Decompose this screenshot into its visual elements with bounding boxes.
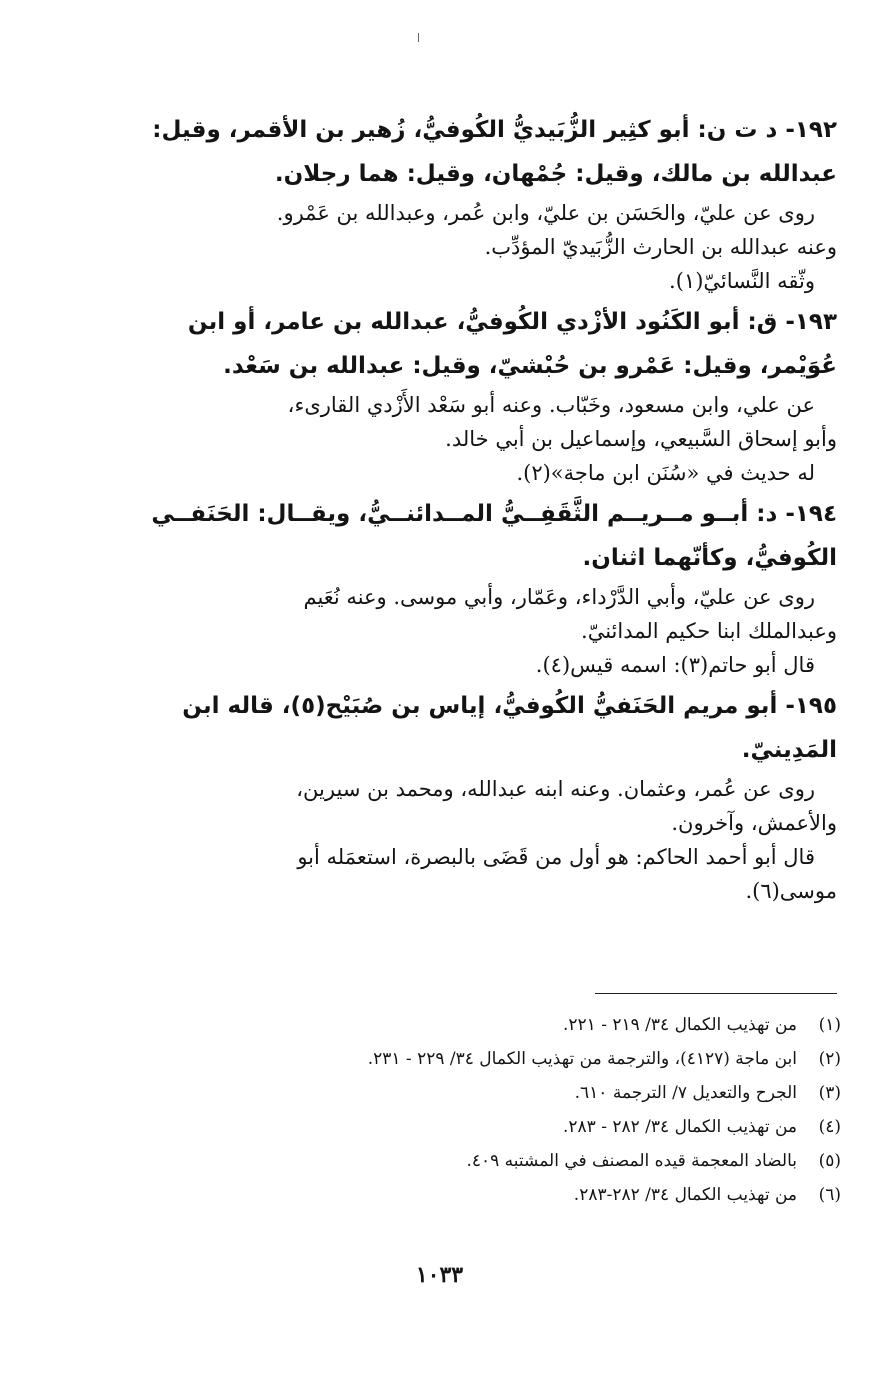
footnote-text: الجرح والتعديل ٧/ الترجمة ٦١٠. [574,1083,797,1103]
entry-body-line: روى عن عُمر، وعثمان. وعنه ابنه عبدالله، ومحمد بن سيرين، [296,777,815,801]
entry-body-line: قال أبو حاتم(٣): اسمه قيس(٤). [535,653,815,677]
footnote-item [150,1110,841,1144]
footnotes [150,1008,841,1212]
entry-heading-line: المَدِينيّ. [741,737,837,763]
page-number: ١٠٣٣ [415,1262,464,1288]
footnote-item [150,1144,841,1178]
entry-heading-line: الكُوفيُّ، وكأنّهما اثنان. [582,545,837,571]
entry-heading-line: ١٩٤- د: أبــو مــريــم الثَّقَفِــيُّ المــدائنــيُّ، ويقــال: الحَنَفــي [151,501,837,527]
footnote-text: ابن ماجة (٤١٢٧)، والترجمة من تهذيب الكمال ٣٤/ ٢٢٩ - ٢٣١. [367,1049,797,1069]
scan-mark [418,33,419,42]
entry-194 [130,492,837,682]
footnote-number: (٤) [818,1117,841,1137]
footnote-number: (٥) [818,1151,841,1171]
entry-193 [130,300,837,490]
entry-heading-line: عُوَيْمر، وقيل: عَمْرو بن حُبْشيّ، وقيل: عبدالله بن سَعْد. [223,353,837,379]
footnote-divider [595,993,837,994]
footnote-text: بالضاد المعجمة قيده المصنف في المشتبه ٤٠٩. [466,1151,797,1171]
footnote-number: (٦) [818,1185,841,1205]
footnote-number: (٢) [818,1049,841,1069]
entry-body-line: وعبدالملك ابنا حكيم المدائنيّ. [581,619,837,643]
footnote-text: من تهذيب الكمال ٣٤/ ٢٨٢-٢٨٣. [573,1185,797,1205]
entry-body-line: وعنه عبدالله بن الحارث الزُّبَيديّ المؤدِّب. [484,235,837,259]
footnote-text: من تهذيب الكمال ٣٤/ ٢١٩ - ٢٢١. [562,1015,797,1035]
entry-body-line: وأبو إسحاق السَّبيعي، وإسماعيل بن أبي خالد. [445,427,837,451]
entry-body-line: والأعمش، وآخرون. [671,811,837,835]
footnote-number: (١) [818,1015,841,1035]
entry-body-line: قال أبو أحمد الحاكم: هو أول من قَضَى بالبصرة، استعمَله أبو [297,845,815,869]
footnote-number: (٣) [818,1083,841,1103]
entry-body-line: روى عن عليّ، وأبي الدَّرْداء، وعَمّار، وأبي موسى. وعنه نُعَيم [303,585,815,609]
entry-body-line: روى عن عليّ، والحَسَن بن عليّ، وابن عُمر، وعبدالله بن عَمْرو. [276,201,815,225]
entry-heading-line: ١٩٥- أبو مريم الحَنَفيُّ الكُوفيُّ، إياس بن صُبَيْح(٥)، قاله ابن [182,693,837,719]
entry-heading-line: ١٩٢- د ت ن: أبو كثِير الزُّبَيديُّ الكُوفيُّ، زُهير بن الأقمر، وقيل: [152,117,837,143]
footnote-item [150,1008,841,1042]
entry-body-line: وثّقه النَّسائيّ(١). [669,269,815,293]
entry-heading-line: ١٩٣- ق: أبو الكَنُود الأزْدي الكُوفيُّ، عبدالله بن عامر، أو ابن [187,309,837,335]
footnote-item [150,1076,841,1110]
footnote-item [150,1042,841,1076]
entry-192 [130,108,837,298]
footnote-text: من تهذيب الكمال ٣٤/ ٢٨٢ - ٢٨٣. [562,1117,797,1137]
entry-body-line: موسى(٦). [745,879,837,903]
footnote-item [150,1178,841,1212]
entry-body-line: عن علي، وابن مسعود، وخَبّاب. وعنه أبو سَعْد الأَزْدي القارىء، [287,393,815,417]
entry-body-line: له حديث في «سُنَن ابن ماجة»(٢). [516,461,815,485]
main-text [130,108,837,910]
entry-195 [130,684,837,908]
entry-heading-line: عبدالله بن مالك، وقيل: جُمْهان، وقيل: هما رجلان. [274,161,837,187]
